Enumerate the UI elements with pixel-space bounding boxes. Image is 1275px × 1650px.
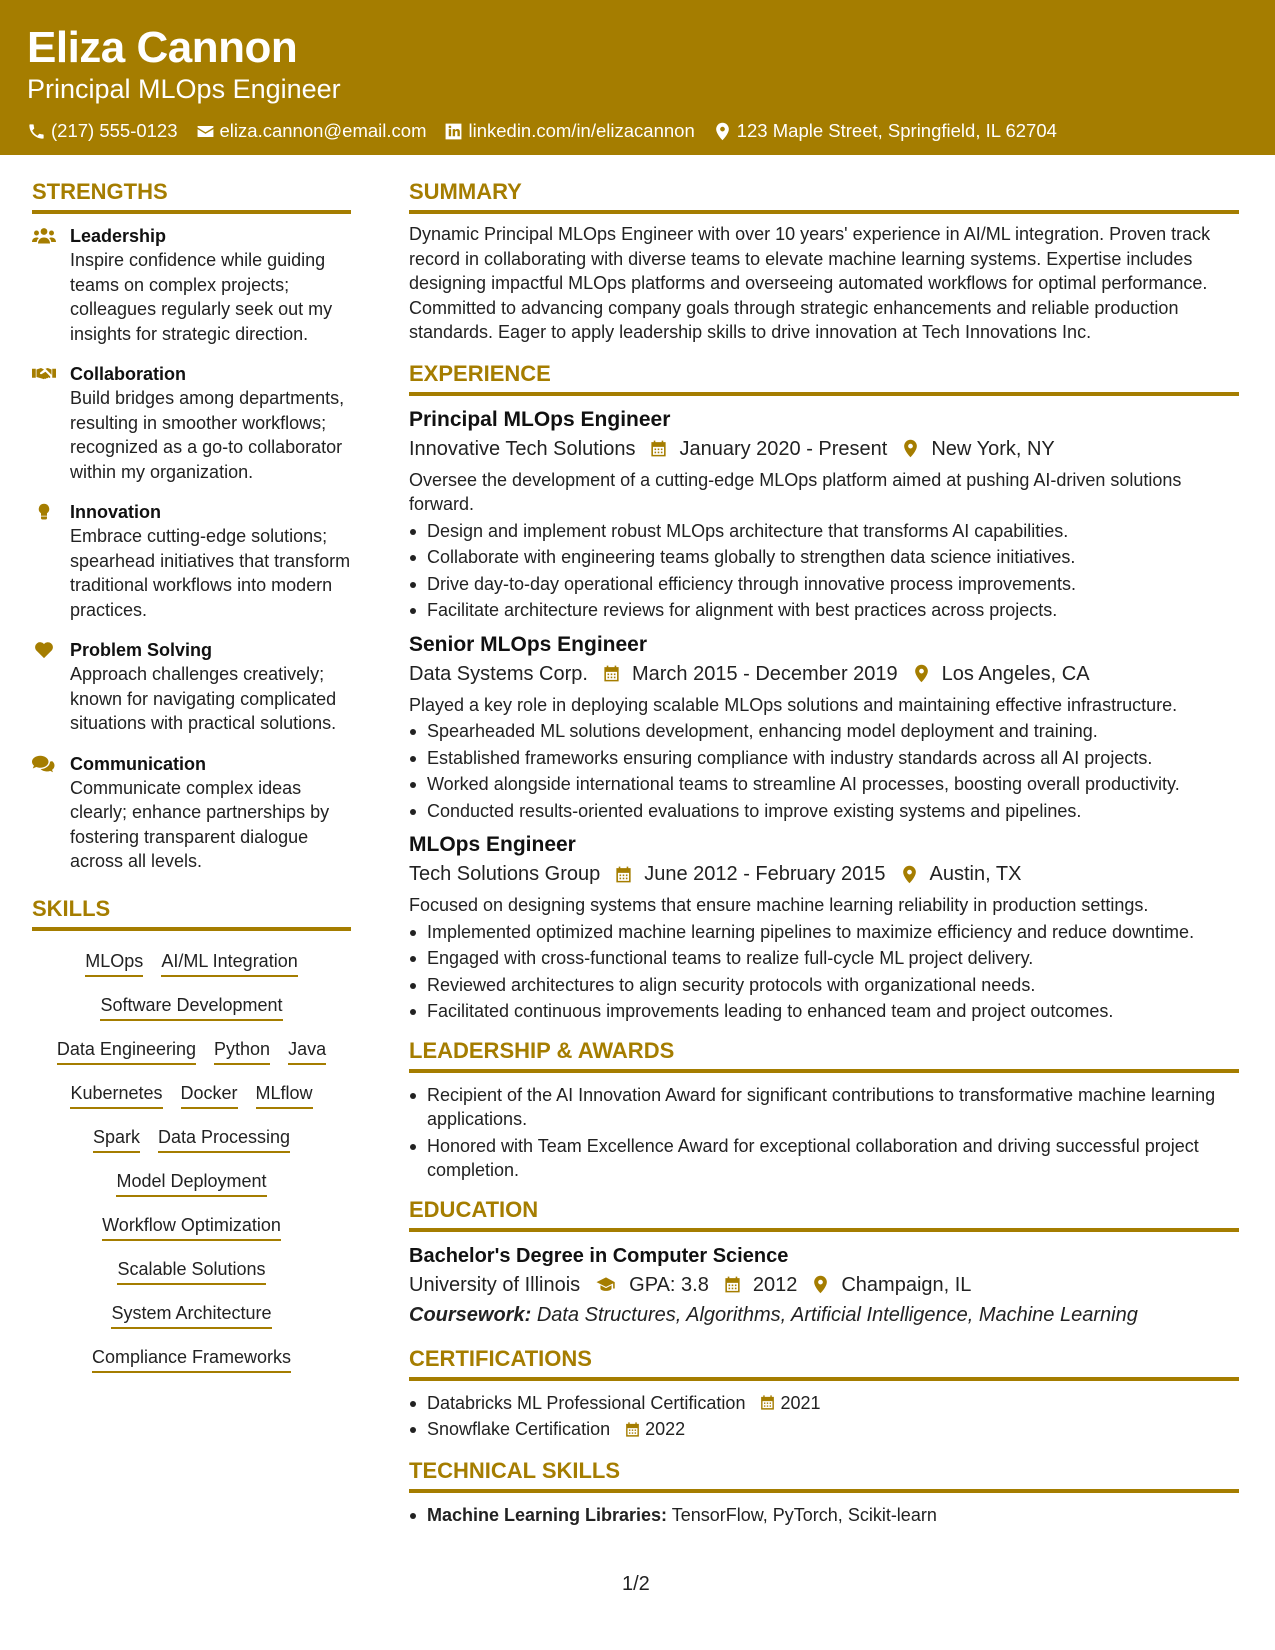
list-item: Facilitated continuous improvements leading to enhanced team and project outcomes.: [409, 999, 1239, 1024]
job-dates: January 2020 - Present: [679, 437, 888, 460]
job-location: Los Angeles, CA: [941, 662, 1090, 685]
school-name: University of Illinois: [409, 1273, 581, 1296]
list-item: Honored with Team Excellence Award for exceptional collaboration and driving successful project completion.: [409, 1134, 1239, 1183]
list-item: Established frameworks ensuring compliance with industry standards across all AI projects.: [409, 746, 1239, 771]
strength-title: Problem Solving: [70, 640, 213, 660]
users-icon: [32, 227, 56, 245]
list-item: Drive day-to-day operational efficiency through innovative process improvements.: [409, 572, 1239, 597]
strength-item: [32, 362, 351, 484]
list-item: [409, 1503, 1239, 1528]
job-title: Senior MLOps Engineer: [409, 632, 648, 656]
technical-skills-list: [409, 1503, 1239, 1528]
list-item: Spearheaded ML solutions development, enhancing model deployment and training.: [409, 719, 1239, 744]
cert-name: Databricks ML Professional Certification: [427, 1392, 746, 1413]
contact-address: [713, 119, 1057, 143]
cert-year: 2021: [780, 1392, 821, 1413]
job-entry: [409, 831, 1239, 1024]
skill-tag: AI/ML Integration: [161, 949, 297, 977]
job-entry: [409, 631, 1239, 824]
awards-list: [409, 1083, 1239, 1183]
map-marker-icon: [912, 664, 931, 683]
experience-heading: EXPERIENCE: [409, 359, 1239, 396]
linkedin-icon: [444, 122, 463, 141]
education-meta: [409, 1270, 1239, 1300]
cert-name: Snowflake Certification: [427, 1419, 611, 1439]
company-name: Tech Solutions Group: [409, 863, 601, 885]
job-description: Played a key role in deploying scalable MLOps solutions and maintaining effective infrastructure.: [409, 694, 1178, 715]
list-item: Reviewed architectures to align security protocols with organizational needs.: [409, 973, 1239, 998]
strength-desc: Approach challenges creatively; known for navigating complicated situations with practical solutions.: [70, 664, 337, 733]
list-item: Engaged with cross-functional teams to realize full-cycle ML project delivery.: [409, 946, 1239, 971]
contact-phone[interactable]: [27, 119, 178, 143]
list-item: Collaborate with engineering teams globally to strengthen data science initiatives.: [409, 545, 1239, 570]
map-marker-icon: [811, 1275, 830, 1294]
skill-tag: MLflow: [256, 1081, 313, 1109]
strength-item: [32, 500, 351, 622]
education-heading: EDUCATION: [409, 1195, 1239, 1232]
left-column: [32, 177, 351, 1389]
coursework: [409, 1300, 1239, 1330]
gpa: GPA: 3.8: [629, 1273, 709, 1296]
strength-desc: Embrace cutting-edge solutions; spearhead initiatives that transform traditional workflows into modern practices.: [70, 526, 351, 620]
skill-tag: Kubernetes: [70, 1081, 162, 1109]
envelope-icon: [196, 122, 215, 141]
school-location: Champaign, IL: [841, 1273, 972, 1296]
job-location: New York, NY: [931, 437, 1055, 460]
contact-linkedin[interactable]: [444, 119, 694, 143]
page-number: 1/2: [622, 1573, 650, 1595]
job-location: Austin, TX: [929, 863, 1022, 885]
strength-desc: Build bridges among departments, resulting in smoother workflows; recognized as a go-to collaborator within my organization.: [70, 388, 345, 482]
map-marker-icon: [901, 439, 920, 458]
calendar-icon: [614, 865, 633, 884]
strength-title: Communication: [70, 753, 207, 774]
job-entry: [409, 406, 1239, 623]
resume-header: [0, 0, 1275, 155]
job-meta: [409, 659, 1239, 689]
candidate-title: Principal MLOps Engineer: [27, 74, 341, 104]
phone-text: (217) 555-0123: [51, 120, 178, 141]
skill-tag: Java: [288, 1037, 326, 1065]
email-text: eliza.cannon@email.com: [219, 120, 427, 141]
awards-heading: LEADERSHIP & AWARDS: [409, 1036, 1239, 1073]
coursework-label: Coursework:: [409, 1303, 532, 1326]
skill-tag: Workflow Optimization: [102, 1213, 281, 1241]
skill-tag: Scalable Solutions: [117, 1257, 265, 1285]
list-item: [409, 1391, 1239, 1416]
heart-icon: [32, 641, 56, 659]
right-column: [409, 177, 1239, 1529]
strength-title: Leadership: [70, 226, 167, 246]
skill-tag: System Architecture: [111, 1301, 271, 1329]
job-title: MLOps Engineer: [409, 833, 576, 856]
calendar-icon: [649, 439, 668, 458]
skill-tag: Software Development: [100, 993, 282, 1021]
job-dates: June 2012 - February 2015: [644, 863, 886, 885]
job-title: Principal MLOps Engineer: [409, 407, 671, 431]
phone-icon: [27, 122, 46, 141]
job-meta: [409, 434, 1239, 464]
graduation-year: 2012: [752, 1273, 798, 1296]
list-item: Implemented optimized machine learning pipelines to maximize efficiency and reduce downtime.: [409, 920, 1239, 945]
address-text: 123 Maple Street, Springfield, IL 62704: [736, 120, 1057, 141]
summary-heading: SUMMARY: [409, 177, 1239, 214]
linkedin-text: linkedin.com/in/elizacannon: [468, 120, 695, 141]
contact-email[interactable]: [196, 119, 427, 143]
company-name: Innovative Tech Solutions: [409, 437, 636, 460]
skill-tag: Data Engineering: [57, 1037, 196, 1065]
job-bullets: [409, 519, 1239, 623]
technical-skills-heading: TECHNICAL SKILLS: [409, 1456, 1239, 1493]
calendar-icon: [723, 1275, 742, 1294]
summary-text: Dynamic Principal MLOps Engineer with over 10 years' experience in AI/ML integration. Proven track record in collaborating with diverse teams to elevate machine learning systems. Expertise includes designing impactful MLOps platforms and overseeing automated workflows for optimal performance. Committed to advancing company goals through strategic enhancements and reliable production standards. Eager to apply leadership skills to drive innovation at Tech Innovations Inc.: [409, 224, 1211, 342]
coursework-text: Data Structures, Algorithms, Artificial Intelligence, Machine Learning: [536, 1303, 1138, 1326]
strength-item: [32, 224, 351, 346]
strength-item: [32, 638, 351, 736]
tech-skill-value: TensorFlow, PyTorch, Scikit-learn: [671, 1504, 937, 1525]
job-dates: March 2015 - December 2019: [631, 662, 898, 685]
cert-year: 2022: [645, 1419, 686, 1439]
skill-tag: Data Processing: [158, 1125, 290, 1153]
skills-heading: SKILLS: [32, 894, 351, 931]
list-item: Worked alongside international teams to streamline AI processes, boosting overall productivity.: [409, 772, 1239, 797]
handshake-icon: [32, 365, 56, 383]
strength-desc: Inspire confidence while guiding teams on complex projects; colleagues regularly seek out my insights for strategic direction.: [70, 250, 333, 344]
job-bullets: [409, 920, 1239, 1024]
skill-tag: Python: [214, 1037, 270, 1065]
strengths-heading: STRENGTHS: [32, 177, 351, 214]
calendar-icon: [759, 1394, 776, 1411]
contact-info: [27, 119, 1247, 143]
skill-tag: Model Deployment: [116, 1169, 266, 1197]
calendar-icon: [624, 1421, 641, 1438]
lightbulb-icon: [32, 503, 56, 521]
skills-list: [32, 941, 351, 1373]
certifications-heading: CERTIFICATIONS: [409, 1344, 1239, 1381]
comments-icon: [32, 755, 56, 773]
skill-tag: MLOps: [85, 949, 143, 977]
skill-tag: Docker: [181, 1081, 238, 1109]
candidate-name: Eliza Cannon: [27, 23, 298, 72]
list-item: Recipient of the AI Innovation Award for significant contributions to transformative machine learning applications.: [409, 1083, 1239, 1132]
degree-title: Bachelor's Degree in Computer Science: [409, 1244, 789, 1267]
skill-tag: Spark: [93, 1125, 140, 1153]
tech-skill-label: Machine Learning Libraries:: [427, 1504, 668, 1525]
calendar-icon: [602, 664, 621, 683]
list-item: Design and implement robust MLOps architecture that transforms AI capabilities.: [409, 519, 1239, 544]
strength-title: Innovation: [70, 502, 161, 522]
skill-tag: Compliance Frameworks: [92, 1345, 291, 1373]
strength-item: [32, 752, 351, 874]
strength-desc: Communicate complex ideas clearly; enhance partnerships by fostering transparent dialogue across all levels.: [70, 777, 330, 871]
map-marker-icon: [713, 122, 732, 141]
certifications-list: [409, 1391, 1239, 1442]
list-item: Conducted results-oriented evaluations to improve existing systems and pipelines.: [409, 799, 1239, 824]
strength-title: Collaboration: [70, 364, 186, 384]
job-bullets: [409, 719, 1239, 823]
list-item: [409, 1417, 1239, 1442]
job-meta: [409, 859, 1239, 889]
job-description: Oversee the development of a cutting-edge MLOps platform aimed at pushing AI-driven solutions forward.: [409, 469, 1182, 514]
list-item: Facilitate architecture reviews for alignment with best practices across projects.: [409, 598, 1239, 623]
job-description: Focused on designing systems that ensure machine learning reliability in production settings.: [409, 895, 1149, 915]
company-name: Data Systems Corp.: [409, 662, 588, 685]
map-marker-icon: [900, 865, 919, 884]
graduation-cap-icon: [594, 1275, 618, 1294]
